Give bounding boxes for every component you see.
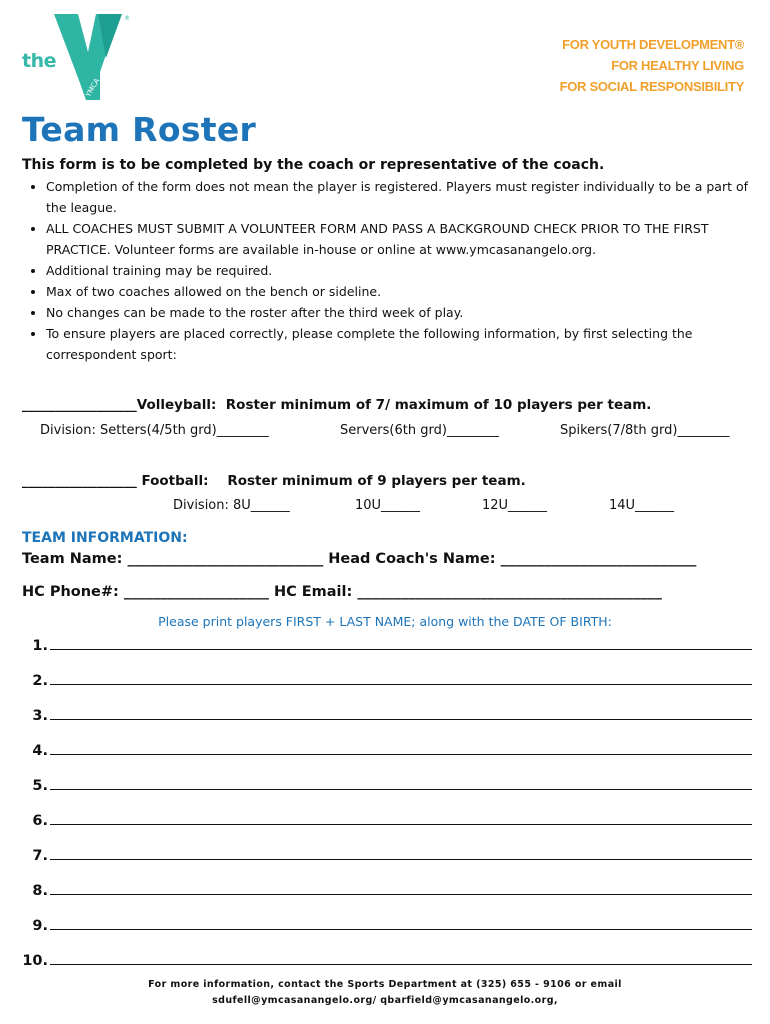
player-number: 7.: [32, 848, 48, 864]
player-number: 6.: [32, 813, 48, 829]
rule-item: • No changes can be made to the roster after the third week of play.: [46, 302, 761, 323]
player-instructions: Please print players FIRST + LAST NAME; along with the DATE OF BIRTH:: [158, 614, 612, 629]
player-name-line[interactable]: [50, 823, 752, 825]
volleyball-division-spikers[interactable]: Spikers(7/8th grd)________: [560, 423, 730, 438]
ymca-logo-text: YMCA: [84, 77, 102, 99]
player-row[interactable]: [16, 667, 752, 689]
player-number: 2.: [32, 673, 48, 689]
player-name-line[interactable]: [50, 858, 752, 860]
player-name-line[interactable]: [50, 893, 752, 895]
player-row[interactable]: [16, 702, 752, 724]
tagline-healthy: FOR HEALTHY LIVING: [611, 58, 744, 73]
player-name-line[interactable]: [50, 963, 752, 965]
team-info-heading: TEAM INFORMATION:: [22, 530, 188, 546]
logo-the: the: [22, 50, 56, 72]
player-row[interactable]: [16, 842, 752, 864]
football-select-field[interactable]: _________________ Football: Roster minimum of 9 players per team.: [22, 473, 526, 489]
footer-contact: For more information, contact the Sports Department at (325) 655 - 9106 or email: [148, 979, 622, 990]
rules-list: [30, 176, 761, 365]
player-number: 9.: [32, 918, 48, 934]
lead-text: This form is to be completed by the coach or representative of the coach.: [22, 157, 605, 173]
football-division-8u[interactable]: Division: 8U______: [173, 498, 290, 513]
svg-text:®: ®: [124, 15, 130, 22]
rule-item: • Max of two coaches allowed on the bench or sideline.: [46, 281, 761, 302]
volleyball-select-field[interactable]: _________________Volleyball: Roster minimum of 7/ maximum of 10 players per team.: [22, 397, 652, 413]
tagline-youth: FOR YOUTH DEVELOPMENT®: [562, 37, 744, 52]
player-number: 8.: [32, 883, 48, 899]
rule-item: • ALL COACHES MUST SUBMIT A VOLUNTEER FORM AND PASS A BACKGROUND CHECK PRIOR TO THE FIRST PRACTICE. Volunteer forms are available in-house or online at www.ymcasanangelo.org.: [46, 218, 761, 260]
football-division-14u[interactable]: 14U______: [609, 498, 675, 513]
player-name-line[interactable]: [50, 788, 752, 790]
rule-item: • Completion of the form does not mean the player is registered. Players must register individually to be a part of the league.: [46, 176, 761, 218]
tagline-social: FOR SOCIAL RESPONSIBILITY: [559, 79, 744, 94]
player-row[interactable]: [16, 772, 752, 794]
player-name-line[interactable]: [50, 648, 752, 650]
player-row[interactable]: [16, 807, 752, 829]
team-name-coach-row[interactable]: Team Name: ___________________________ Head Coach's Name: ___________________________: [22, 551, 697, 567]
football-division-12u[interactable]: 12U______: [482, 498, 548, 513]
rule-item: • Additional training may be required.: [46, 260, 761, 281]
phone-email-row[interactable]: HC Phone#: ____________________ HC Email: __________________________________________: [22, 584, 662, 600]
player-number: 1.: [32, 638, 48, 654]
volleyball-division-servers[interactable]: Servers(6th grd)________: [340, 423, 499, 438]
player-number: 5.: [32, 778, 48, 794]
player-number: 10.: [22, 953, 48, 969]
player-name-line[interactable]: [50, 753, 752, 755]
player-name-line[interactable]: [50, 928, 752, 930]
player-row[interactable]: [16, 632, 752, 654]
player-number: 4.: [32, 743, 48, 759]
football-division-10u[interactable]: 10U______: [355, 498, 421, 513]
rule-item: • To ensure players are placed correctly, please complete the following information, by first selecting the correspondent sport:: [46, 323, 761, 365]
player-number: 3.: [32, 708, 48, 724]
volleyball-division-setters[interactable]: Division: Setters(4/5th grd)________: [40, 423, 269, 438]
player-row[interactable]: [16, 877, 752, 899]
player-name-line[interactable]: [50, 683, 752, 685]
player-row[interactable]: [16, 947, 752, 969]
footer-emails: sdufell@ymcasanangelo.org/ qbarfield@ymcasanangelo.org,: [212, 995, 558, 1006]
page-title: Team Roster: [22, 110, 257, 149]
player-name-line[interactable]: [50, 718, 752, 720]
player-row[interactable]: [16, 737, 752, 759]
player-row[interactable]: [16, 912, 752, 934]
